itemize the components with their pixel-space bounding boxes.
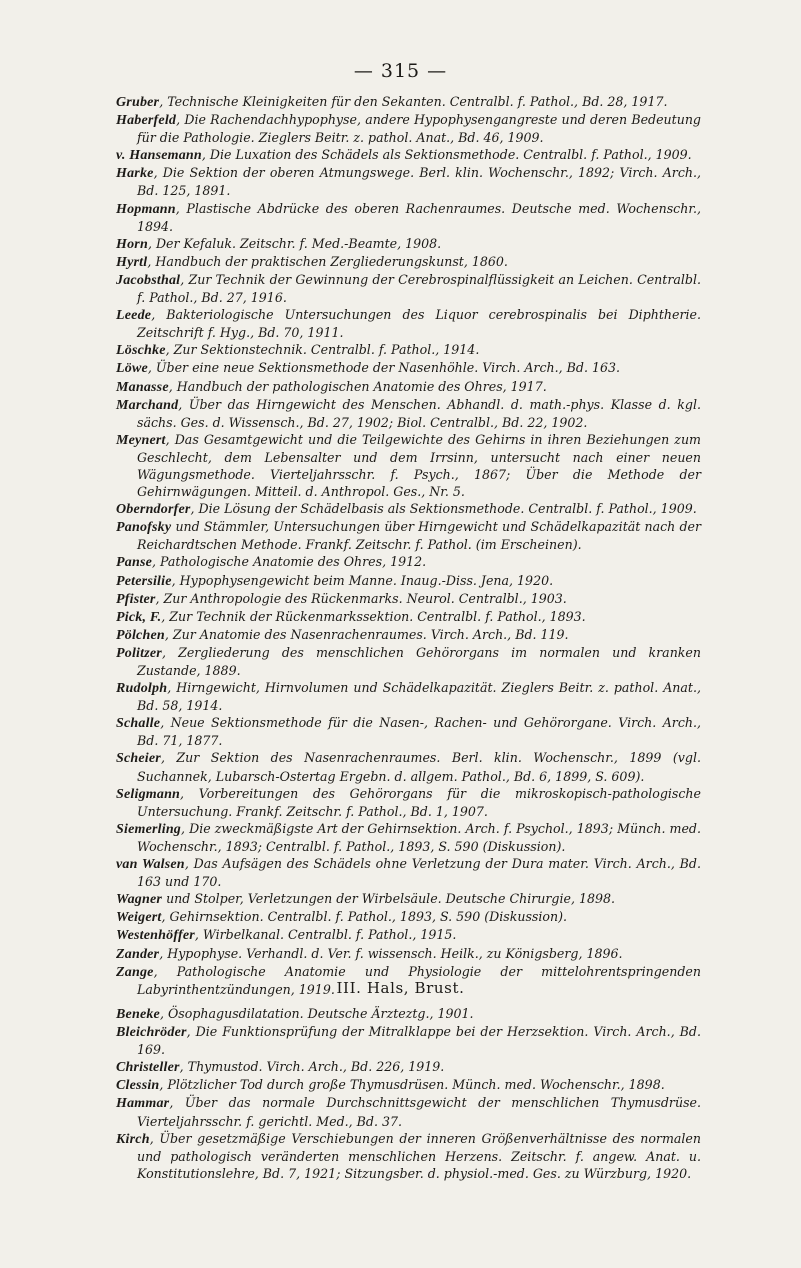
entry-text: , Hypophyse. Verhandl. d. Ver. f. wissensch. Heilk., zu Königsberg, 1896. [159, 945, 623, 961]
bibliography-entry [116, 1076, 701, 1094]
bibliography-entry [116, 235, 701, 253]
section-heading: III. Hals, Brust. [336, 979, 465, 997]
bibliography-entry [116, 396, 701, 431]
entry-text: , Hypophysengewicht beim Manne. Inaug.-Diss. Jena, 1920. [171, 572, 554, 588]
bibliography-entry [116, 253, 701, 271]
entry-author: Panofsky [116, 520, 172, 536]
bibliography-entry [116, 1094, 701, 1129]
bibliography-entry [116, 378, 701, 396]
entry-text: , Neue Sektionsmethode für die Nasen-, Rachen- und Gehörorgane. Virch. Arch., Bd. 71, 1877. [137, 715, 701, 749]
entry-text: , Bakteriologische Untersuchungen des Liquor cerebrospinalis bei Diphtherie. Zeitschrift f. Hyg., Bd. 70, 1911. [137, 307, 701, 341]
entry-text: , Zur Technik der Gewinnung der Cerebrospinalflüssigkeit an Leichen. Centralbl. f. Pathol., Bd. 27, 1916. [137, 271, 701, 306]
entry-text: , Zur Technik der Rückenmarkssektion. Centralbl. f. Pathol., 1893. [161, 608, 586, 624]
entry-author: Clessin [116, 1078, 160, 1094]
entry-text: , Vorbereitungen des Gehörorgans für die mikroskopisch-pathologische Untersuchung. Frankf. Zeitschr. f. Pathol., Bd. 1, 1907. [137, 785, 701, 819]
entry-author: Pfister [116, 591, 156, 607]
entry-text: , Hirngewicht, Hirnvolumen und Schädelkapazität. Zieglers Beitr. z. pathol. Anat., Bd. 58, 1914. [137, 680, 701, 714]
bibliography-entry [116, 926, 701, 944]
bibliography-entry [116, 341, 701, 359]
bibliography-entry [116, 908, 701, 926]
entry-text: , Zur Anatomie des Nasenrachenraumes. Virch. Arch., Bd. 119. [164, 626, 569, 642]
entry-author: Politzer [116, 645, 162, 661]
entry-text: , Über das normale Durchschnittsgewicht der menschlichen Thymusdrüse. Vierteljahrsschr. f. gerichtl. Med., Bd. 37. [137, 1095, 701, 1129]
entry-text: , Die zweckmäßigste Art der Gehirnsektion. Arch. f. Psychol., 1893; Münch. med. Wochenschr., 1893; Centralbl. f. Pathol., 1893, S. 590 (Diskussion). [137, 820, 701, 854]
entry-author: Manasse [116, 379, 169, 395]
bibliography-entry [116, 1058, 701, 1076]
entry-author: Haberfeld [116, 113, 177, 129]
entry-text: , Plastische Abdrücke des oberen Rachenraumes. Deutsche med. Wochenschr., 1894. [137, 200, 701, 234]
bibliography-entry [116, 644, 701, 679]
bibliography-entry [116, 608, 701, 626]
bibliography-entry [116, 1005, 701, 1023]
entry-author: Westenhöffer [116, 928, 195, 944]
entry-text: , Der Kefaluk. Zeitschr. f. Med.-Beamte, 1908. [147, 235, 442, 251]
entry-author: Siemerling [116, 821, 182, 837]
entry-author: Panse [116, 555, 152, 571]
entry-text: , Pathologische Anatomie des Ohres, 1912. [152, 554, 427, 570]
entry-author: Zander [116, 946, 160, 962]
bibliography-entry [116, 749, 701, 784]
entry-author: Horn [116, 236, 148, 252]
entry-text: , Zur Anthropologie des Rückenmarks. Neurol. Centralbl., 1903. [155, 590, 567, 606]
entry-author: van Walsen [116, 857, 185, 873]
entry-author: Pick, F. [116, 609, 162, 625]
entry-text: , Über das Hirngewicht des Menschen. Abhandl. d. math.-phys. Klasse d. kgl. sächs. Ges. d. Wissensch., Bd. 27, 1902; Biol. Centralbl., Bd. 22, 1902. [137, 396, 701, 430]
entry-author: Kirch [116, 1131, 150, 1147]
bibliography-entry [116, 714, 701, 749]
entry-text: , Das Aufsägen des Schädels ohne Verletzung der Dura mater. Virch. Arch., Bd. 163 und 170. [137, 856, 701, 890]
entry-author: Hopmann [116, 201, 176, 217]
bibliography-entry [116, 890, 701, 908]
bibliography-list-section-2 [116, 93, 701, 998]
bibliography-entry [116, 306, 701, 341]
entry-author: Oberndorfer [116, 502, 191, 518]
entry-text: , Handbuch der praktischen Zergliederungskunst, 1860. [147, 253, 508, 269]
bibliography-entry [116, 111, 701, 146]
bibliography-entry [116, 553, 701, 571]
entry-author: Gruber [116, 95, 160, 110]
entry-text: , Zergliederung des menschlichen Gehörorgans im normalen und kranken Zustande, 1889. [137, 644, 701, 678]
entry-author: Petersilie [116, 573, 172, 589]
entry-author: Seligmann [116, 786, 181, 802]
entry-author: Bleichröder [116, 1025, 187, 1041]
bibliography-entry [116, 431, 701, 500]
entry-text: , Die Sektion der oberen Atmungswege. Berl. klin. Wochenschr., 1892; Virch. Arch., Bd. 125, 1891. [137, 165, 701, 199]
entry-text: , Pathologische Anatomie und Physiologie der mittelohrentspringenden Labyrinthentzündungen, 1919. [137, 963, 701, 997]
entry-author: Löschke [116, 343, 166, 359]
entry-text: , Gehirnsektion. Centralbl. f. Pathol., 1893, S. 590 (Diskussion). [161, 909, 568, 925]
entry-text: , Über gesetzmäßige Verschiebungen der inneren Größenverhältnisse des normalen und pathologisch veränderten menschlichen Herzens. Zeitschr. f. angew. Anat. u. Konstitutionslehre, Bd. 7, 1921; Sitzungsber. d. physiol.-med. Ges. zu Würzburg, 1920. [137, 1130, 701, 1181]
bibliography-entry [116, 93, 701, 111]
bibliography-entry [116, 500, 701, 518]
entry-text: , Über eine neue Sektionsmethode der Nasenhöhle. Virch. Arch., Bd. 163. [147, 360, 620, 376]
bibliography-list-section-3 [116, 1005, 701, 1182]
entry-author: Scheier [116, 751, 161, 767]
entry-author: Rudolph [116, 681, 168, 697]
bibliography-entry [116, 1023, 701, 1058]
entry-author: Christeller [116, 1060, 180, 1076]
entry-text: , Technische Kleinigkeiten für den Sekanten. Centralbl. f. Pathol., Bd. 28, 1917. [159, 94, 668, 109]
entry-author: Schalle [116, 716, 161, 732]
bibliography-entry [116, 271, 701, 306]
page-number: — 315 — [353, 60, 448, 82]
bibliography-entry [116, 572, 701, 590]
bibliography-entry [116, 1130, 701, 1182]
entry-author: Beneke [116, 1007, 160, 1022]
entry-text: , Die Funktionsprüfung der Mitralklappe bei der Herzsektion. Virch. Arch., Bd. 169. [137, 1024, 701, 1058]
bibliography-entry [116, 359, 701, 377]
bibliography-entry [116, 146, 701, 164]
entry-author: Pölchen [116, 627, 165, 643]
entry-text: , Die Luxation des Schädels als Sektionsmethode. Centralbl. f. Pathol., 1909. [201, 147, 692, 163]
entry-author: Wagner [116, 892, 163, 908]
entry-author: Weigert [116, 910, 162, 926]
entry-text: und Stolper, Verletzungen der Wirbelsäule. Deutsche Chirurgie, 1898. [162, 891, 615, 907]
entry-text: , Handbuch der pathologischen Anatomie des Ohres, 1917. [168, 378, 547, 394]
bibliography-entry [116, 855, 701, 890]
entry-author: Zange [116, 964, 154, 980]
entry-author: Meynert [116, 432, 166, 448]
entry-author: Harke [116, 166, 154, 182]
bibliography-entry [116, 590, 701, 608]
bibliography-entry [116, 518, 701, 553]
entry-author: Leede [116, 308, 152, 324]
entry-text: , Die Rachendachhypophyse, andere Hypophysengangreste und deren Bedeutung für die Pathologie. Zieglers Beitr. z. pathol. Anat., Bd. 46, 1909. [137, 112, 701, 146]
entry-author: Marchand [116, 397, 179, 413]
bibliography-entry [116, 626, 701, 644]
entry-text: , Plötzlicher Tod durch große Thymusdrüsen. Münch. med. Wochenschr., 1898. [159, 1077, 665, 1093]
bibliography-entry [116, 679, 701, 714]
entry-text: , Zur Sektionstechnik. Centralbl. f. Pathol., 1914. [165, 342, 480, 358]
bibliography-entry [116, 820, 701, 855]
bibliography-entry [116, 200, 701, 235]
entry-author: Hyrtl [116, 254, 148, 270]
entry-author: v. Hansemann [116, 148, 202, 164]
bibliography-entry [116, 785, 701, 820]
entry-author: Jacobsthal [116, 272, 181, 288]
entry-text: und Stämmler, Untersuchungen über Hirngewicht und Schädelkapazität nach der Reichardtschen Methode. Frankf. Zeitschr. f. Pathol. (im Erscheinen). [137, 519, 701, 553]
entry-text: , Ösophagusdilatation. Deutsche Ärzteztg., 1901. [159, 1006, 474, 1021]
bibliography-entry [116, 945, 701, 963]
entry-text: , Zur Sektion des Nasenrachenraumes. Berl. klin. Wochenschr., 1899 (vgl. Suchannek, Lubarsch-Ostertag Ergebn. d. allgem. Pathol., Bd. 6, 1899, S. 609). [137, 750, 701, 784]
entry-author: Hammar [116, 1096, 170, 1112]
entry-author: Löwe [116, 361, 148, 377]
entry-text: , Das Gesamtgewicht und die Teilgewichte des Gehirns in ihren Beziehungen zum Geschlecht, dem Lebensalter und dem Irrsinn, untersucht nach einer neuen Wägungsmethode. Vierteljahrsschr. f. Psych., 1867; Über die Methode der Gehirnwägungen. Mitteil. d. Anthropol. Ges., Nr. 5. [137, 431, 701, 500]
entry-text: , Wirbelkanal. Centralbl. f. Pathol., 1915. [194, 927, 457, 943]
bibliography-entry [116, 164, 701, 199]
entry-text: , Thymustod. Virch. Arch., Bd. 226, 1919. [179, 1059, 445, 1075]
entry-text: , Die Lösung der Schädelbasis als Sektionsmethode. Centralbl. f. Pathol., 1909. [190, 501, 697, 517]
